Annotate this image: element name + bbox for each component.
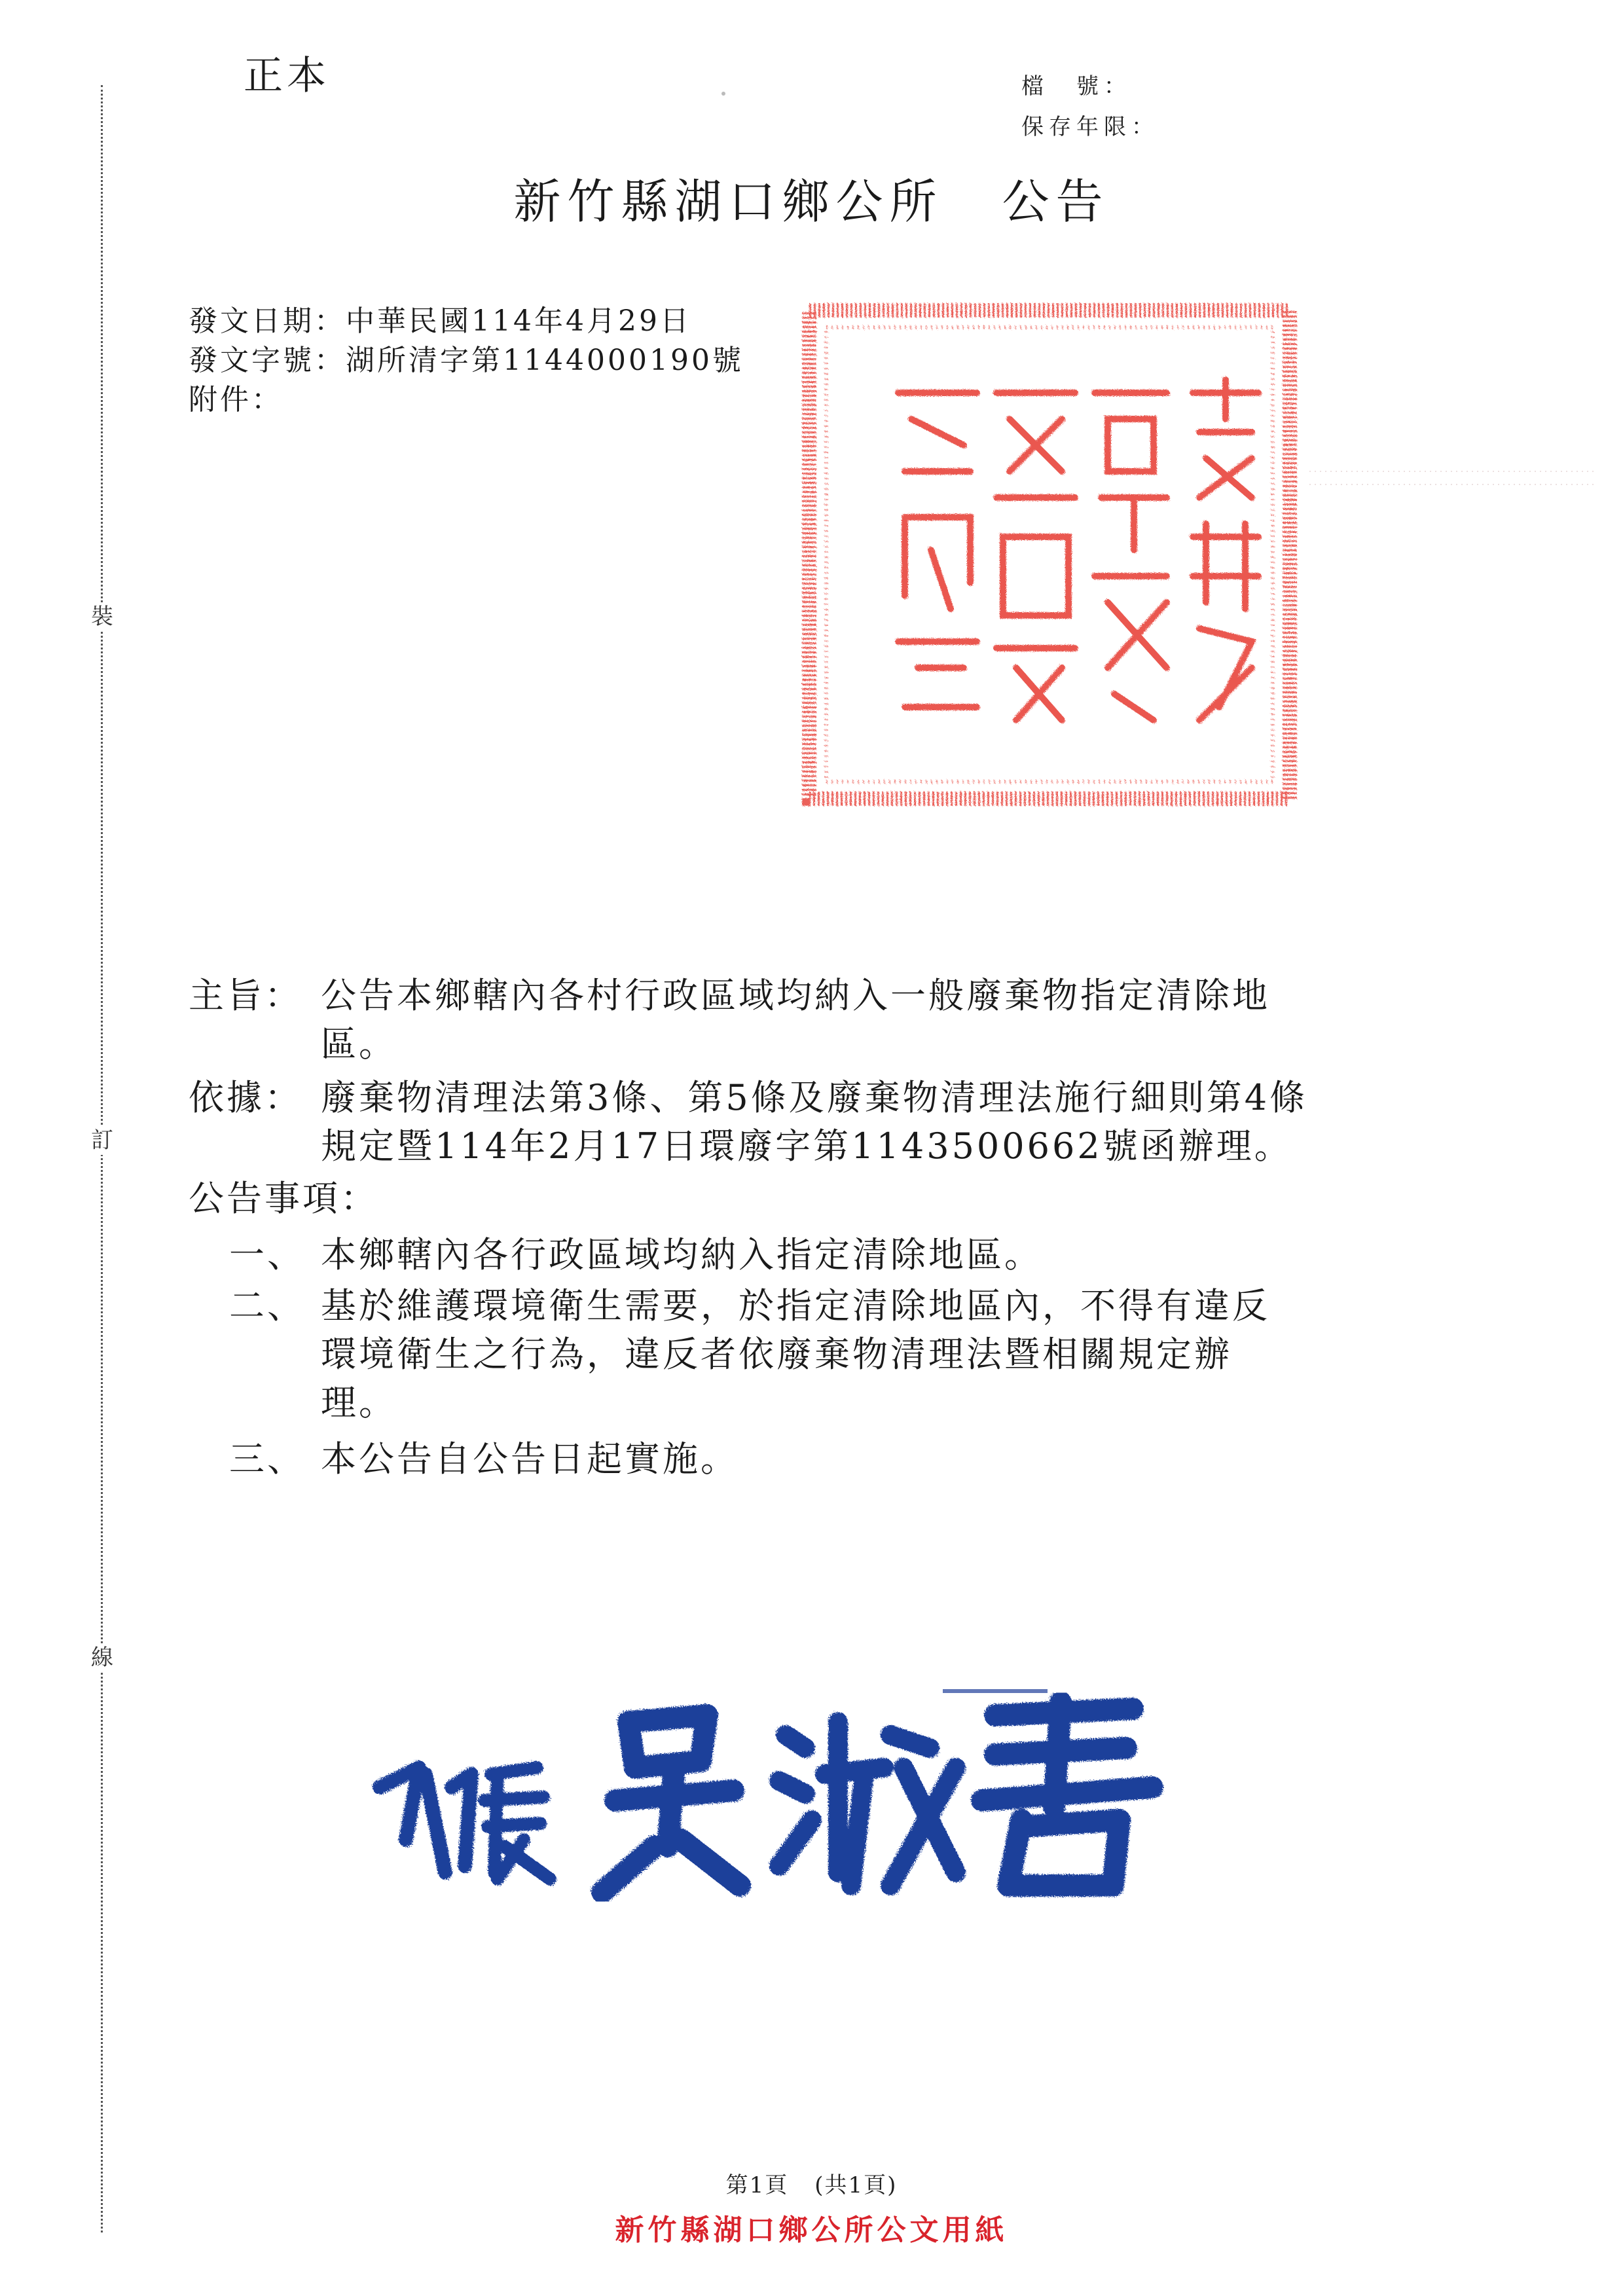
- document-title: [0, 164, 1623, 232]
- binding-char-zhuang: 裝: [88, 602, 117, 631]
- official-paper-label: 新竹縣湖口鄉公所公文用紙: [615, 2214, 1008, 2247]
- item-2-line-2: 環境衛生之行為，違反者依廢棄物清理法暨相關規定辦: [321, 1334, 1232, 1375]
- basis-line-2: 規定暨114年2月17日環廢字第1143500662號函辦理。: [321, 1125, 1292, 1167]
- retention-label: 保存年限：: [1021, 114, 1159, 140]
- subject-line-1: 公告本鄉轄內各村行政區域均納入一般廢棄物指定清除地: [321, 975, 1270, 1016]
- file-number-label: 檔 號：: [1021, 73, 1131, 100]
- binding-char-xian: 線: [88, 1643, 117, 1672]
- binding-char-ding: 訂: [88, 1126, 117, 1155]
- scan-artifact: [1309, 458, 1597, 504]
- official-seal: [800, 301, 1299, 808]
- page-total: (共1頁): [814, 2172, 898, 2198]
- item-3-marker: 三、: [229, 1438, 305, 1480]
- issue-date-value: 中華民國114年4月29日: [346, 304, 691, 338]
- item-2-line-3: 理。: [321, 1382, 397, 1423]
- issue-number-value: 湖所清字第1144000190號: [346, 344, 744, 377]
- title-org: 新竹縣湖口鄉公所: [513, 174, 943, 229]
- page-number: 第1頁: [725, 2172, 789, 2198]
- page-indicator: [0, 2167, 1623, 2199]
- issue-number: [189, 342, 744, 380]
- issue-number-label: 發文字號：: [189, 344, 346, 377]
- copy-mark: 正本: [244, 53, 330, 99]
- basis-label: 依據：: [189, 1077, 302, 1118]
- attachment: 附件：: [189, 383, 283, 416]
- scan-speck: [721, 92, 725, 96]
- issue-date: [189, 302, 691, 340]
- binding-margin-line: [101, 85, 103, 2232]
- subject-label: 主旨：: [189, 975, 302, 1016]
- basis-line-1: 廢棄物清理法第3條、第5條及廢棄物清理法施行細則第4條: [321, 1077, 1308, 1118]
- item-3-line-1: 本公告自公告日起實施。: [321, 1438, 739, 1480]
- item-1-marker: 一、: [229, 1234, 305, 1275]
- item-2-marker: 二、: [229, 1285, 305, 1326]
- mayor-signature-stamp: [367, 1676, 1165, 1912]
- items-label: 公告事項：: [189, 1178, 378, 1219]
- item-1-line-1: 本鄉轄內各行政區域均納入指定清除地區。: [321, 1234, 1042, 1275]
- title-type: 公告: [1002, 174, 1110, 229]
- item-2-line-1: 基於維護環境衛生需要，於指定清除地區內，不得有違反: [321, 1285, 1270, 1326]
- issue-date-label: 發文日期：: [189, 304, 346, 338]
- subject-line-2: 區。: [321, 1023, 397, 1065]
